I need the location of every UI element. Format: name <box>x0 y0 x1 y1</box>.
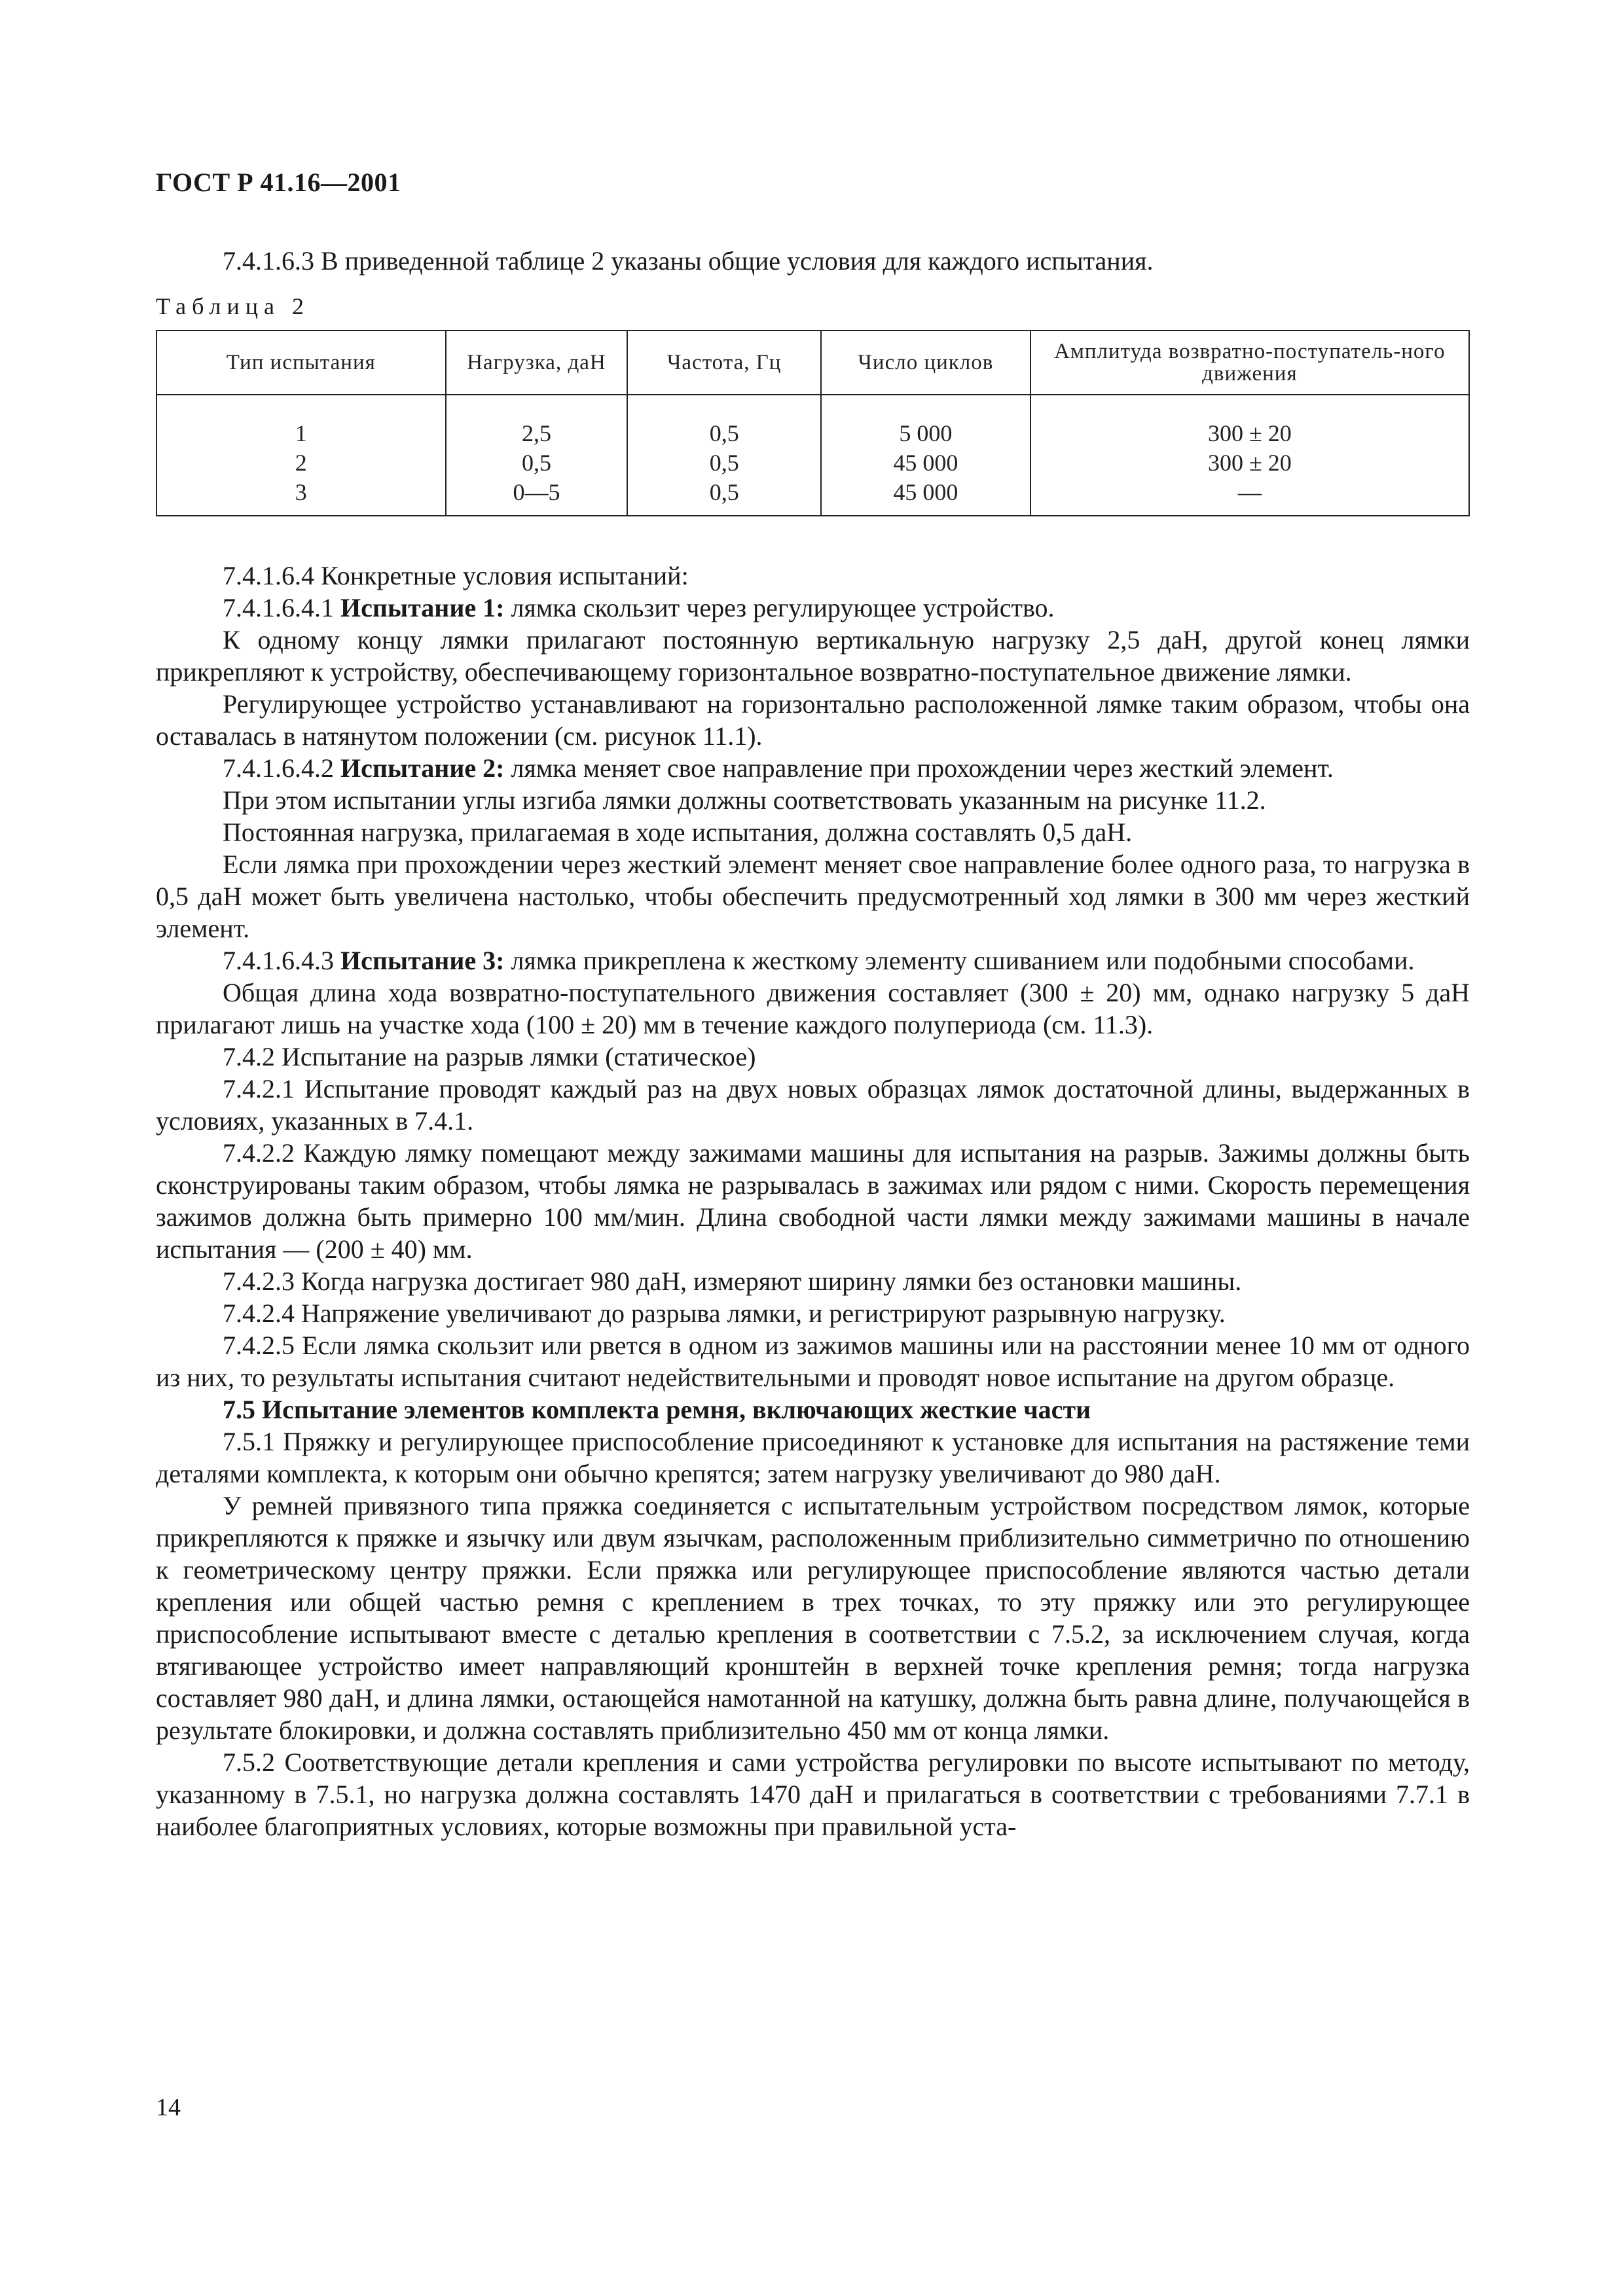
section-heading-text: 7.5 Испытание элементов комплекта ремня, включающих жесткие части <box>223 1395 1091 1424</box>
paragraph-text: 7.4.2.5 Если лямка скользит или рвется в одном из зажимов машины или на расстоянии менее 10 мм от одного из них, то результаты испытания считают недействительными и проводят новое испытание на другом образце. <box>156 1331 1470 1392</box>
header-amplitude: Амплитуда возвратно-поступатель-ного движения <box>1030 331 1469 395</box>
paragraph-text: У ремней привязного типа пряжка соединяется с испытательным устройством посредством лямок, которые прикрепляются к пряжке и язычку или двум язычкам, расположенным приблизительно симметрично по отношению к геометрическому центру пряжки. Если пряжка или регулирующее приспособление являются частью детали крепления или общей частью ремня с креплением в трех точках, то эту пряжку или это регулирующее приспособление испытывают вместе с деталью крепления в соответствии с 7.5.2, за исключением случая, когда втягивающее устройство имеет направляющий кронштейн в верхней точке крепления ремня; тогда нагрузка составляет 980 даН, и длина лямки, остающейся намотанной на катушку, должна быть равна длине, получающейся в результате блокировки, и должна составлять приблизительно 450 мм от конца лямки. <box>156 1491 1470 1745</box>
paragraph <box>156 560 1470 592</box>
section-heading <box>156 1393 1470 1426</box>
paragraph <box>156 1041 1470 1073</box>
table-cell: 0,5 <box>709 450 739 476</box>
paragraph <box>156 1137 1470 1265</box>
paragraph <box>156 592 1470 624</box>
paragraph-text: 7.4.1.6.4 Конкретные условия испытаний: <box>223 561 689 590</box>
header-load: Нагрузка, даН <box>446 331 628 395</box>
paragraph-bold: Испытание 2: <box>340 753 505 783</box>
paragraph <box>156 1297 1470 1329</box>
paragraph <box>156 784 1470 816</box>
paragraph <box>156 977 1470 1041</box>
paragraph-text: 7.4.2.3 Когда нагрузка достигает 980 даН, измеряют ширину лямки без остановки машины. <box>223 1266 1242 1296</box>
paragraph <box>156 1265 1470 1297</box>
column-amplitude <box>1030 395 1469 516</box>
table-cell: 5 000 <box>899 420 953 446</box>
table-cell: 300 ± 20 <box>1207 420 1292 446</box>
header-test-type: Тип испытания <box>156 331 446 395</box>
paragraph-bold: Испытание 1: <box>340 593 505 622</box>
paragraph-text: При этом испытании углы изгиба лямки должны соответствовать указанным на рисунке 11.2. <box>223 785 1266 815</box>
page-number: 14 <box>156 2094 181 2121</box>
paragraph-text: Постоянная нагрузка, прилагаемая в ходе испытания, должна составлять 0,5 даН. <box>223 817 1133 847</box>
paragraph-text: Регулирующее устройство устанавливают на горизонтально расположенной лямке таким образом, чтобы она оставалась в натянутом положении (см. рисунок 11.1). <box>156 689 1470 751</box>
table-cell: — <box>1237 479 1262 505</box>
table-header-row <box>156 331 1469 395</box>
paragraph <box>156 1490 1470 1746</box>
table-cell: 45 000 <box>893 450 958 476</box>
paragraph <box>156 944 1470 977</box>
paragraph-text: 7.4.2.4 Напряжение увеличивают до разрыва лямки, и регистрируют разрывную нагрузку. <box>223 1299 1226 1328</box>
paragraph-text: Общая длина хода возвратно-поступательного движения составляет (300 ± 20) мм, однако нагрузку 5 даН прилагают лишь на участке хода (100 ± 20) мм в течение каждого полупериода (см. 11.3). <box>156 978 1470 1039</box>
column-cycles <box>821 395 1030 516</box>
table-2 <box>156 330 1470 516</box>
paragraph-text: 7.4.1.6.4.2 <box>223 753 340 783</box>
paragraph-rest: лямка скользит через регулирующее устройство. <box>504 593 1055 622</box>
paragraph-text: 7.4.2 Испытание на разрыв лямки (статическое) <box>223 1042 756 1071</box>
table-cell: 3 <box>295 479 307 505</box>
paragraph <box>156 1746 1470 1842</box>
paragraph-text: 7.5.2 Соответствующие детали крепления и сами устройства регулировки по высоте испытывают по методу, указанному в 7.5.1, но нагрузка должна составлять 1470 даН и прилагаться в соответствии с требованиями 7.7.1 в наиболее благоприятных условиях, которые возможны при правильной уста- <box>156 1748 1470 1841</box>
paragraph <box>156 1329 1470 1393</box>
table-row <box>156 395 1469 516</box>
paragraph <box>156 1073 1470 1137</box>
paragraph-text: 7.4.2.1 Испытание проводят каждый раз на двух новых образцах лямок достаточной длины, выдержанных в условиях, указанных в 7.4.1. <box>156 1074 1470 1136</box>
table-cell: 45 000 <box>893 479 958 505</box>
paragraph-text: 7.4.1.6.4.1 <box>223 593 340 622</box>
paragraph <box>156 752 1470 784</box>
paragraph <box>156 848 1470 944</box>
paragraph-rest: лямка меняет свое направление при прохождении через жесткий элемент. <box>504 753 1334 783</box>
paragraph-text: К одному концу лямки прилагают постоянную вертикальную нагрузку 2,5 даН, другой конец лямки прикрепляют к устройству, обеспечивающему горизонтальное возвратно-поступательное движение лямки. <box>156 625 1470 687</box>
paragraph-rest: лямка прикреплена к жесткому элементу сшиванием или подобными способами. <box>504 946 1415 975</box>
table-cell: 0,5 <box>709 420 739 446</box>
document-header: ГОСТ Р 41.16—2001 <box>156 168 401 197</box>
paragraph <box>156 1426 1470 1490</box>
table-cell: 1 <box>295 420 307 446</box>
paragraph <box>156 624 1470 688</box>
table-cell: 2 <box>295 450 307 476</box>
table-cell: 2,5 <box>521 420 551 446</box>
table-caption: Таблица 2 <box>156 293 310 319</box>
paragraph-bold: Испытание 3: <box>340 946 505 975</box>
column-test-type <box>156 395 446 516</box>
paragraph-text: 7.5.1 Пряжку и регулирующее приспособление присоединяют к установке для испытания на растяжение теми деталями комплекта, к которым они обычно крепятся; затем нагрузку увеличивают до 980 даН. <box>156 1427 1470 1488</box>
paragraph-text: 7.4.2.2 Каждую лямку помещают между зажимами машины для испытания на разрыв. Зажимы должны быть сконструированы таким образом, чтобы лямка не разрывалась в зажимах или рядом с ними. Скорость перемещения зажимов должна быть примерно 100 мм/мин. Длина свободной части лямки между зажимами машины в начале испытания — (200 ± 40) мм. <box>156 1138 1470 1264</box>
header-frequency: Частота, Гц <box>627 331 821 395</box>
table-cell: 0,5 <box>709 479 739 505</box>
paragraph-text: Если лямка при прохождении через жесткий элемент меняет свое направление более одного раза, то нагрузка в 0,5 даН может быть увеличена настолько, чтобы обеспечить предусмотренный ход лямки в 300 мм через жесткий элемент. <box>156 850 1470 943</box>
intro-paragraph: 7.4.1.6.3 В приведенной таблице 2 указаны общие условия для каждого испытания. <box>223 246 1154 276</box>
table-cell: 0,5 <box>521 450 551 476</box>
column-frequency <box>627 395 821 516</box>
table-cell: 0—5 <box>513 479 560 505</box>
header-cycles: Число циклов <box>821 331 1030 395</box>
table-cell: 300 ± 20 <box>1207 450 1292 476</box>
paragraph <box>156 688 1470 752</box>
body-text <box>156 560 1470 1842</box>
paragraph-text: 7.4.1.6.4.3 <box>223 946 340 975</box>
column-load <box>446 395 628 516</box>
paragraph <box>156 816 1470 848</box>
